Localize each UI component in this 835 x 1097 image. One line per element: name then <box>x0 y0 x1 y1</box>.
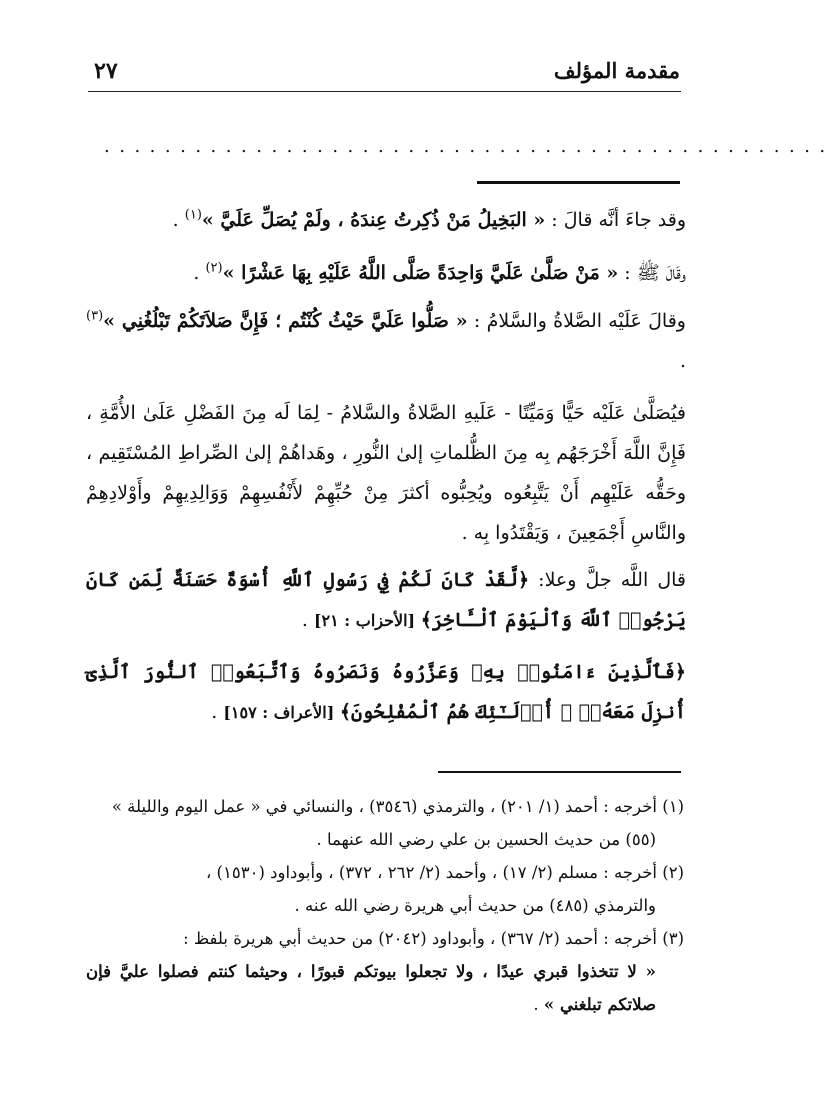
footnote-text: أخرجه : أحمد (٢/ ٣٦٧) ، وأبوداود (٢٠٤٢) من حديث أبي هريرة بلفظ : <box>183 929 663 948</box>
footnote-ref[interactable]: (١) <box>184 207 202 223</box>
paragraph-intro: وقد جاءَ أنَّه قالَ : <box>545 209 686 231</box>
footnote-ref[interactable]: (٣) <box>86 308 104 324</box>
footnote-continuation: والترمذي (٤٨٥) من حديث أبي هريرة رضي الله عنه . <box>294 896 656 915</box>
footnote-1 <box>86 790 684 856</box>
footnote-number: (٢) <box>662 863 684 882</box>
paragraph-end: . <box>211 701 224 723</box>
paragraph-ayah-araf <box>86 652 686 733</box>
footnote-3 <box>86 922 684 1021</box>
footnote-rule <box>438 771 681 773</box>
header-title: مقدمة المؤلف <box>553 58 680 83</box>
footnote-text: أخرجه : أحمد (١/ ٢٠١) ، والترمذي (٣٥٤٦) ، والنسائي في « عمل اليوم والليلة » <box>111 797 663 816</box>
footnote-text: أخرجه : مسلم (٢/ ١٧) ، وأحمد (٢/ ٢٦٢ ، ٣٧٢) ، وأبوداود (١٥٣٠) ، <box>205 863 663 882</box>
dotted-separator: ................................................ <box>104 136 835 157</box>
footnote-2 <box>86 856 684 922</box>
paragraph-ayah-ahzab <box>86 560 686 641</box>
paragraph-intro: وقالَ عَلَيْه الصَّلاةُ والسَّلامُ : <box>467 310 686 332</box>
hadith-text: « البَخِيلُ مَنْ ذُكِرتُ عِندَهُ ، ولَمْ يُصَلِّ عَلَيَّ » <box>201 209 546 231</box>
paragraph-hadith-1 <box>86 200 686 240</box>
footnote-number: (٣) <box>662 929 684 948</box>
paragraph-hadith-2 <box>86 253 686 293</box>
header-rule <box>88 91 681 92</box>
section-rule <box>477 181 680 184</box>
footnote-continuation <box>86 955 684 1021</box>
paragraph-end: . <box>172 209 185 231</box>
verse-reference: [الأعراف : ١٥٧] <box>223 703 340 722</box>
page-number: ٢٧ <box>94 58 118 84</box>
footnote-hadith: « لا تتخذوا قبري عيدًا ، ولا تجعلوا بيوتكم قبورًا ، وحيثما كنتم فصلوا عليَّ فإن صلاتكم تبلغني » <box>86 962 656 1014</box>
footnote-ref[interactable]: (٢) <box>205 260 223 276</box>
hadith-text: « مَنْ صَلَّىٰ عَلَيَّ وَاحِدَةً صَلَّى اللَّهُ عَلَيْهِ بِهَا عَشْرًا » <box>222 262 619 284</box>
paragraph-end: . <box>679 350 686 372</box>
running-header <box>90 56 680 90</box>
footnote-end: . <box>533 995 544 1014</box>
footnote-number: (١) <box>662 797 684 816</box>
paragraph-end: . <box>301 609 314 631</box>
hadith-text: « صَلُّوا عَلَيَّ حَيْثُ كُنْتُم ؛ فَإِنَّ صَلاَتَكُمْ تَبْلُغُنِي » <box>103 310 468 332</box>
paragraph-intro: قال اللَّه جلَّ وعلا: <box>529 569 686 591</box>
paragraph-hadith-3 <box>86 301 686 381</box>
paragraph-virtue: فيُصَلَّىٰ عَلَيْه حَيًّا وَمَيِّتًا - عَلَيهِ الصَّلاةُ والسَّلامُ - لِمَا لَه مِنَ الفَضْلِ عَلَىٰ الأُمَّةِ ، فَإِنَّ اللَّهَ أَخْرَجَهُم بِه مِنَ الظُّلماتِ إلىٰ النُّورِ ، وهَداهُمْ إلىٰ الصِّراطِ المُسْتَقِيم ، وحَقُّه عَلَيْهِم أَنْ يَتَّبِعُوه ويُحِبُّوه أكثرَ مِنْ حُبِّهِمْ لأَنْفُسِهِمْ وَوَالِدِيهِمْ وأَوْلادِهِمْ والنَّاسِ أَجْمَعِينَ ، وَيَقْتَدُوا بِه . <box>86 402 686 544</box>
paragraph-intro: وقَالَ ﷺ : <box>618 262 686 284</box>
quran-verse: ﴿فَٱلَّذِينَ ءَامَنُوا۟ بِهِۦ وَعَزَّرُوهُ وَنَصَرُوهُ وَٱتَّبَعُوا۟ ٱلنُّورَ ٱلَّذِىٓ أُنزِلَ مَعَهُۥٓ ۙ أُو۟لَـٰٓئِكَ هُمُ ٱلْمُفْلِحُونَ﴾ <box>86 661 686 723</box>
footnote-continuation: (٥٥) من حديث الحسين بن علي رضي الله عنهما . <box>316 830 656 849</box>
paragraph-end: . <box>193 262 206 284</box>
quran-verse: ﴿لَّقَدْ كَانَ لَكُمْ فِي رَسُولِ ٱللَّهِ أُسْوَةٌ حَسَنَةٌ لِّمَن كَانَ يَرْجُوا۟ ٱللَّهَ وَٱلْيَوْمَ ٱلْـَٔاخِرَ﴾ <box>86 569 686 631</box>
verse-reference: [الأحزاب : ٢١] <box>313 611 421 630</box>
